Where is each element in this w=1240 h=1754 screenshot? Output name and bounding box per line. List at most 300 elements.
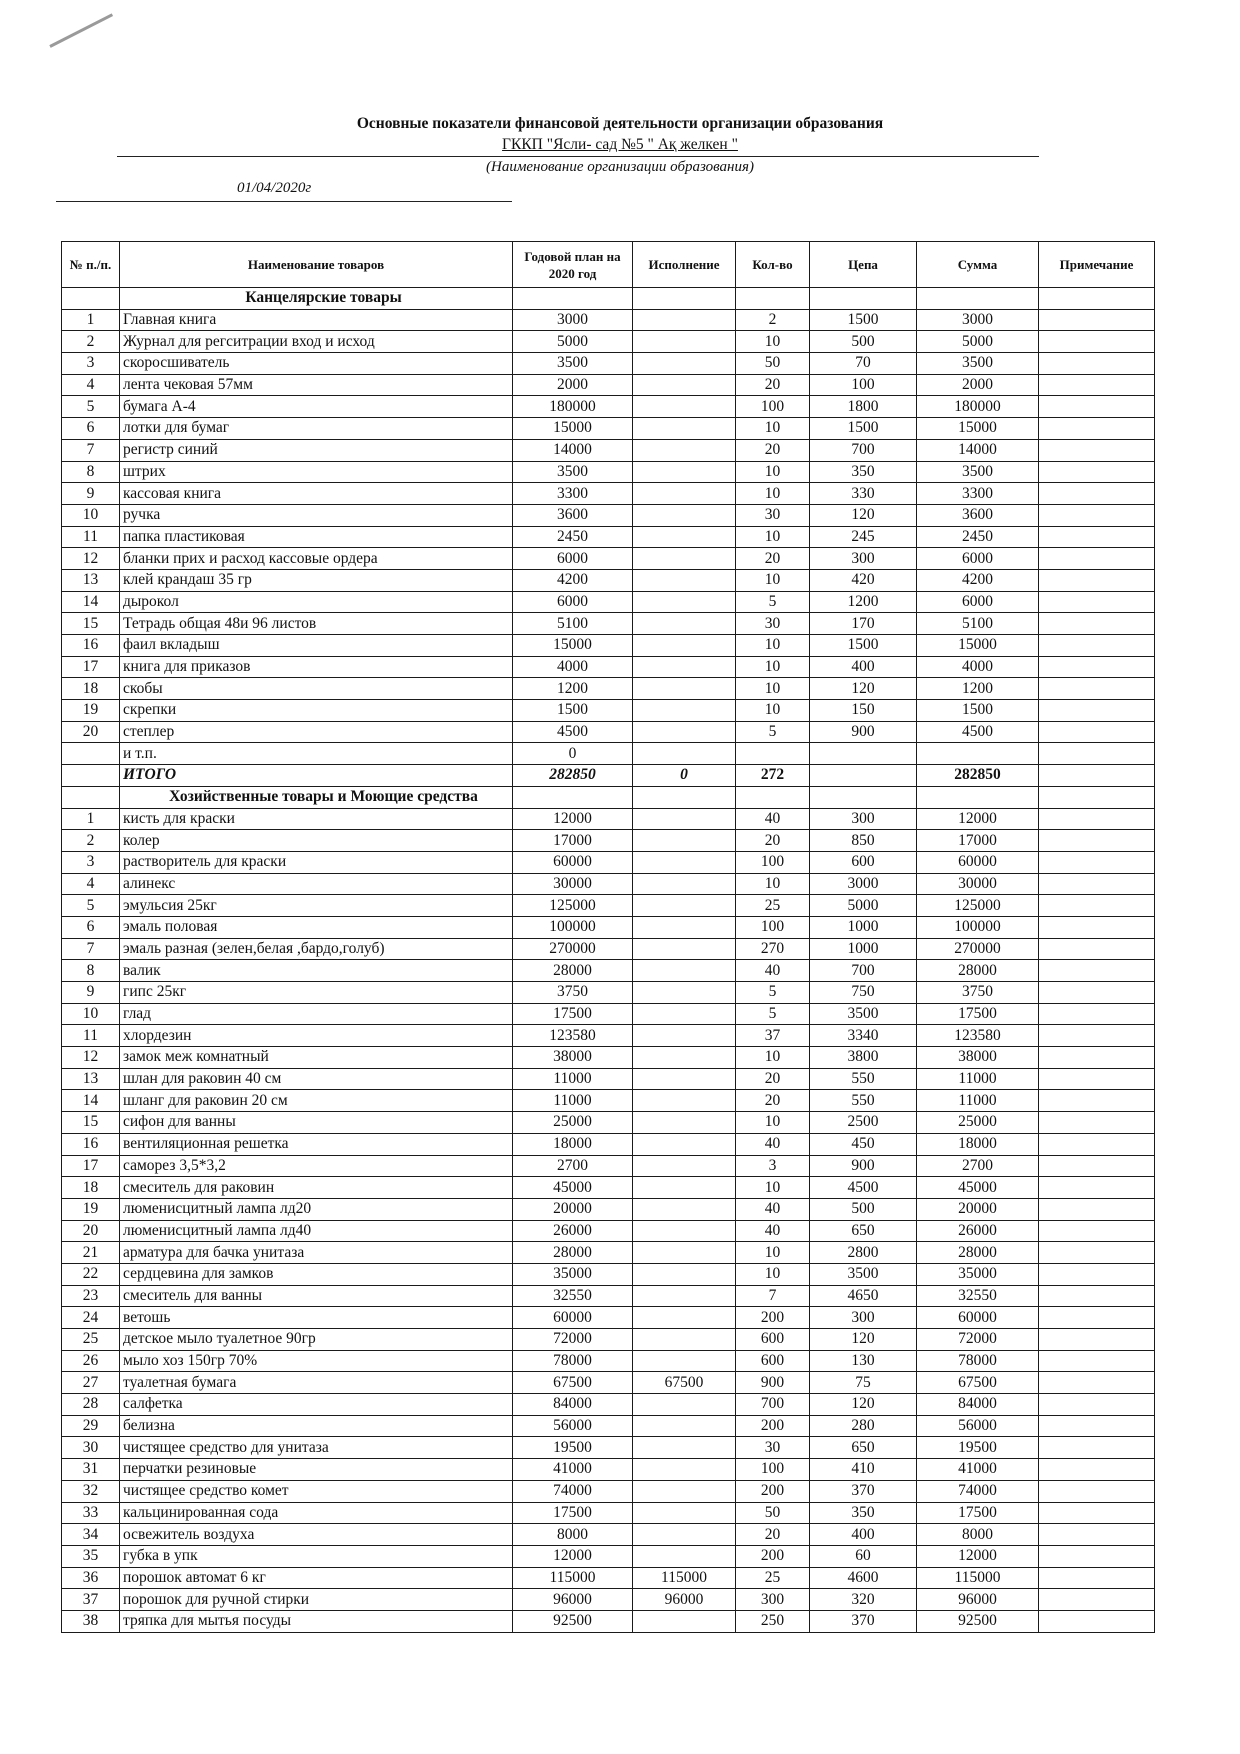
cell-name: лента чековая 57мм xyxy=(120,374,513,396)
cell-qty: 20 xyxy=(736,830,810,852)
cell-note xyxy=(1039,1610,1155,1632)
cell-qty: 100 xyxy=(736,396,810,418)
cell-name: кальцинированная сода xyxy=(120,1502,513,1524)
table-row xyxy=(62,483,1155,505)
table-row xyxy=(62,439,1155,461)
cell-no: 9 xyxy=(62,982,120,1004)
table-row xyxy=(62,700,1155,722)
table-row xyxy=(62,635,1155,657)
cell-no: 20 xyxy=(62,1220,120,1242)
cell-qty: 5 xyxy=(736,591,810,613)
cell-note xyxy=(1039,1133,1155,1155)
cell-price: 1000 xyxy=(810,916,917,938)
cell-name: бланки прих и расход кассовые ордера xyxy=(120,548,513,570)
cell-exec xyxy=(633,1047,736,1069)
cell-plan: 3500 xyxy=(513,461,633,483)
cell-price: 350 xyxy=(810,461,917,483)
cell-no: 13 xyxy=(62,569,120,591)
cell-plan: 17500 xyxy=(513,1003,633,1025)
cell-price: 650 xyxy=(810,1220,917,1242)
cell-qty: 37 xyxy=(736,1025,810,1047)
table-row xyxy=(62,1394,1155,1416)
cell-plan: 12000 xyxy=(513,1545,633,1567)
table-row xyxy=(62,938,1155,960)
cell-qty: 100 xyxy=(736,1459,810,1481)
cell-plan: 1200 xyxy=(513,678,633,700)
cell-plan: 14000 xyxy=(513,439,633,461)
cell-no: 29 xyxy=(62,1415,120,1437)
cell-no: 28 xyxy=(62,1394,120,1416)
cell-qty: 10 xyxy=(736,873,810,895)
cell-plan: 4000 xyxy=(513,656,633,678)
cell-exec xyxy=(633,1133,736,1155)
cell-plan: 125000 xyxy=(513,895,633,917)
cell-price xyxy=(810,743,917,765)
cell-plan: 2000 xyxy=(513,374,633,396)
cell-no: 16 xyxy=(62,1133,120,1155)
table-row xyxy=(62,1177,1155,1199)
cell-note xyxy=(1039,1437,1155,1459)
cell-name: валик xyxy=(120,960,513,982)
cell-exec xyxy=(633,635,736,657)
cell-qty: 10 xyxy=(736,526,810,548)
cell-name: смеситель для ванны xyxy=(120,1285,513,1307)
cell-qty: 7 xyxy=(736,1285,810,1307)
cell-name: и т.п. xyxy=(120,743,513,765)
cell-qty: 20 xyxy=(736,439,810,461)
cell-no: 12 xyxy=(62,548,120,570)
cell-note xyxy=(1039,851,1155,873)
cell-sum: 15000 xyxy=(917,418,1039,440)
col-header-plan: Годовой план на 2020 год xyxy=(513,242,633,288)
table-row xyxy=(62,960,1155,982)
cell-plan: 15000 xyxy=(513,635,633,657)
table-row xyxy=(62,656,1155,678)
cell-qty: 50 xyxy=(736,353,810,375)
cell-note xyxy=(1039,1480,1155,1502)
cell-no: 33 xyxy=(62,1502,120,1524)
cell-qty: 25 xyxy=(736,895,810,917)
table-row xyxy=(62,548,1155,570)
cell-no: 18 xyxy=(62,678,120,700)
cell-no: 19 xyxy=(62,700,120,722)
cell-no: 7 xyxy=(62,938,120,960)
cell-note xyxy=(1039,1242,1155,1264)
cell-name: ручка xyxy=(120,504,513,526)
cell-qty: 10 xyxy=(736,1177,810,1199)
cell-plan: 30000 xyxy=(513,873,633,895)
cell-price: 5000 xyxy=(810,895,917,917)
cell-note xyxy=(1039,1524,1155,1546)
cell-price: 1000 xyxy=(810,938,917,960)
cell-name: эмульсия 25кг xyxy=(120,895,513,917)
cell-note xyxy=(1039,1155,1155,1177)
cell-exec xyxy=(633,1177,736,1199)
cell-exec xyxy=(633,830,736,852)
cell-no: 25 xyxy=(62,1329,120,1351)
table-row xyxy=(62,418,1155,440)
cell-no: 26 xyxy=(62,1350,120,1372)
cell-price: 280 xyxy=(810,1415,917,1437)
cell-qty: 600 xyxy=(736,1329,810,1351)
cell-sum: 17500 xyxy=(917,1502,1039,1524)
cell-plan: 78000 xyxy=(513,1350,633,1372)
cell-note xyxy=(1039,569,1155,591)
table-row xyxy=(62,1610,1155,1632)
cell-no: 11 xyxy=(62,1025,120,1047)
cell-qty: 10 xyxy=(736,418,810,440)
cell-sum: 4500 xyxy=(917,721,1039,743)
cell-sum: 2000 xyxy=(917,374,1039,396)
table-row xyxy=(62,396,1155,418)
cell-note xyxy=(1039,309,1155,331)
cell-exec xyxy=(633,721,736,743)
cell-name: бумага А-4 xyxy=(120,396,513,418)
cell-price: 350 xyxy=(810,1502,917,1524)
cell-sum: 32550 xyxy=(917,1285,1039,1307)
cell-plan: 41000 xyxy=(513,1459,633,1481)
cell-no: 38 xyxy=(62,1610,120,1632)
cell-exec xyxy=(633,1198,736,1220)
cell-note xyxy=(1039,1047,1155,1069)
cell-plan: 15000 xyxy=(513,418,633,440)
cell-exec xyxy=(633,700,736,722)
empty-cell xyxy=(633,288,736,310)
cell-qty: 3 xyxy=(736,1155,810,1177)
cell-plan: 4500 xyxy=(513,721,633,743)
cell-no: 15 xyxy=(62,613,120,635)
total-row xyxy=(62,765,1155,787)
cell-plan: 60000 xyxy=(513,851,633,873)
cell-plan: 32550 xyxy=(513,1285,633,1307)
cell-exec xyxy=(633,678,736,700)
cell-note xyxy=(1039,1459,1155,1481)
cell-name: сердцевина для замков xyxy=(120,1263,513,1285)
cell-price: 60 xyxy=(810,1545,917,1567)
cell-exec xyxy=(633,873,736,895)
cell-exec xyxy=(633,1437,736,1459)
cell-note xyxy=(1039,461,1155,483)
table-row xyxy=(62,1545,1155,1567)
cell-note xyxy=(1039,1545,1155,1567)
cell-qty: 200 xyxy=(736,1480,810,1502)
cell-no: 36 xyxy=(62,1567,120,1589)
table-row xyxy=(62,873,1155,895)
cell-sum: 4200 xyxy=(917,569,1039,591)
cell-sum: 3750 xyxy=(917,982,1039,1004)
cell-price: 2500 xyxy=(810,1112,917,1134)
cell-exec xyxy=(633,1242,736,1264)
cell-exec xyxy=(633,938,736,960)
cell-exec: 115000 xyxy=(633,1567,736,1589)
table-row xyxy=(62,830,1155,852)
col-header-qty: Кол-во xyxy=(736,242,810,288)
table-row xyxy=(62,1459,1155,1481)
cell-note xyxy=(1039,1068,1155,1090)
cell-name: смеситель для раковин xyxy=(120,1177,513,1199)
cell-name: эмаль разная (зелен,белая ,бардо,голуб) xyxy=(120,938,513,960)
cell-price: 320 xyxy=(810,1589,917,1611)
cell-no: 6 xyxy=(62,916,120,938)
table-row xyxy=(62,461,1155,483)
cell-price: 1200 xyxy=(810,591,917,613)
cell-qty: 10 xyxy=(736,656,810,678)
cell-note xyxy=(1039,1372,1155,1394)
cell-no: 23 xyxy=(62,1285,120,1307)
cell-note xyxy=(1039,1329,1155,1351)
cell-exec xyxy=(633,504,736,526)
cell-price: 400 xyxy=(810,1524,917,1546)
cell-name: колер xyxy=(120,830,513,852)
cell-sum xyxy=(917,743,1039,765)
table-row xyxy=(62,808,1155,830)
cell-qty: 40 xyxy=(736,808,810,830)
cell-qty xyxy=(736,743,810,765)
cell-qty: 5 xyxy=(736,982,810,1004)
cell-price: 300 xyxy=(810,548,917,570)
cell-note xyxy=(1039,353,1155,375)
cell-sum: 17000 xyxy=(917,830,1039,852)
cell-exec xyxy=(633,569,736,591)
table-row xyxy=(62,1090,1155,1112)
cell-no: 3 xyxy=(62,353,120,375)
cell-price: 700 xyxy=(810,439,917,461)
cell-price: 330 xyxy=(810,483,917,505)
cell-no: 7 xyxy=(62,439,120,461)
section-no-cell xyxy=(62,288,120,310)
cell-no xyxy=(62,743,120,765)
cell-note xyxy=(1039,808,1155,830)
cell-no: 14 xyxy=(62,591,120,613)
cell-qty: 250 xyxy=(736,1610,810,1632)
table-row xyxy=(62,331,1155,353)
cell-exec xyxy=(633,960,736,982)
cell-note xyxy=(1039,1003,1155,1025)
cell-exec xyxy=(633,1220,736,1242)
cell-sum: 25000 xyxy=(917,1112,1039,1134)
cell-note xyxy=(1039,1025,1155,1047)
cell-name: глад xyxy=(120,1003,513,1025)
cell-qty: 10 xyxy=(736,331,810,353)
cell-no: 37 xyxy=(62,1589,120,1611)
cell-qty: 900 xyxy=(736,1372,810,1394)
table-row xyxy=(62,1350,1155,1372)
cell-price: 3500 xyxy=(810,1263,917,1285)
cell-exec xyxy=(633,396,736,418)
cell-price: 700 xyxy=(810,960,917,982)
cell-plan: 4200 xyxy=(513,569,633,591)
cell-no: 1 xyxy=(62,808,120,830)
cell-note xyxy=(1039,743,1155,765)
col-header-note: Примечание xyxy=(1039,242,1155,288)
cell-plan: 60000 xyxy=(513,1307,633,1329)
empty-cell xyxy=(917,786,1039,808)
table-row xyxy=(62,1003,1155,1025)
cell-name: хлордезин xyxy=(120,1025,513,1047)
cell-note xyxy=(1039,1263,1155,1285)
empty-cell xyxy=(633,786,736,808)
cell-name: детское мыло туалетное 90гр xyxy=(120,1329,513,1351)
cell-name: книга для приказов xyxy=(120,656,513,678)
organization-name: ГККП "Ясли- сад №5 " Ақ желкен " xyxy=(502,136,738,153)
cell-exec xyxy=(633,613,736,635)
cell-name: ветошь xyxy=(120,1307,513,1329)
table-row xyxy=(62,1415,1155,1437)
cell-plan: 180000 xyxy=(513,396,633,418)
cell-plan: 18000 xyxy=(513,1133,633,1155)
cell-price: 100 xyxy=(810,374,917,396)
cell-note xyxy=(1039,873,1155,895)
cell-sum: 38000 xyxy=(917,1047,1039,1069)
cell-plan: 11000 xyxy=(513,1068,633,1090)
section-no-cell xyxy=(62,786,120,808)
cell-qty: 300 xyxy=(736,1589,810,1611)
cell-note xyxy=(1039,830,1155,852)
cell-plan: 17000 xyxy=(513,830,633,852)
col-header-execution: Исполнение xyxy=(633,242,736,288)
cell-plan: 2700 xyxy=(513,1155,633,1177)
cell-note xyxy=(1039,721,1155,743)
table-row xyxy=(62,353,1155,375)
cell-price: 370 xyxy=(810,1480,917,1502)
cell-name: скрепки xyxy=(120,700,513,722)
table-row xyxy=(62,1242,1155,1264)
cell-no: 20 xyxy=(62,721,120,743)
cell-note xyxy=(1039,1350,1155,1372)
cell-exec xyxy=(633,309,736,331)
cell-exec xyxy=(633,1090,736,1112)
cell-no: 1 xyxy=(62,309,120,331)
cell-no: 13 xyxy=(62,1068,120,1090)
cell-qty: 270 xyxy=(736,938,810,960)
cell-exec xyxy=(633,656,736,678)
cell-no: 9 xyxy=(62,483,120,505)
cell-no: 15 xyxy=(62,1112,120,1134)
cell-note xyxy=(1039,591,1155,613)
cell-sum: 12000 xyxy=(917,1545,1039,1567)
cell-qty: 100 xyxy=(736,916,810,938)
cell-qty: 30 xyxy=(736,504,810,526)
cell-price: 750 xyxy=(810,982,917,1004)
cell-note xyxy=(1039,1090,1155,1112)
cell-no: 16 xyxy=(62,635,120,657)
cell-price: 3000 xyxy=(810,873,917,895)
cell-price: 70 xyxy=(810,353,917,375)
cell-qty: 10 xyxy=(736,635,810,657)
table-row xyxy=(62,895,1155,917)
cell-sum: 96000 xyxy=(917,1589,1039,1611)
empty-cell xyxy=(917,288,1039,310)
empty-cell xyxy=(1039,288,1155,310)
cell-sum: 60000 xyxy=(917,851,1039,873)
cell-name: растворитель для краски xyxy=(120,851,513,873)
cell-exec xyxy=(633,1350,736,1372)
cell-exec: 96000 xyxy=(633,1589,736,1611)
cell-qty: 700 xyxy=(736,1394,810,1416)
cell-name: кисть для краски xyxy=(120,808,513,830)
cell-exec xyxy=(633,916,736,938)
table-row xyxy=(62,1263,1155,1285)
cell-name: скоросшиватель xyxy=(120,353,513,375)
total-no-cell xyxy=(62,765,120,787)
cell-exec xyxy=(633,982,736,1004)
table-row xyxy=(62,1133,1155,1155)
cell-qty: 200 xyxy=(736,1307,810,1329)
cell-price: 450 xyxy=(810,1133,917,1155)
table-row xyxy=(62,613,1155,635)
cell-sum: 17500 xyxy=(917,1003,1039,1025)
table-row xyxy=(62,1589,1155,1611)
cell-name: Главная книга xyxy=(120,309,513,331)
cell-name: Тетрадь общая 48и 96 листов xyxy=(120,613,513,635)
cell-price: 900 xyxy=(810,1155,917,1177)
cell-exec xyxy=(633,1155,736,1177)
cell-sum: 125000 xyxy=(917,895,1039,917)
cell-plan: 35000 xyxy=(513,1263,633,1285)
section-title: Хозийственные товары и Моющие средства xyxy=(120,786,513,808)
cell-note xyxy=(1039,1198,1155,1220)
cell-sum: 28000 xyxy=(917,960,1039,982)
cell-plan: 123580 xyxy=(513,1025,633,1047)
table-row xyxy=(62,721,1155,743)
cell-sum: 100000 xyxy=(917,916,1039,938)
cell-qty: 20 xyxy=(736,1524,810,1546)
cell-plan: 96000 xyxy=(513,1589,633,1611)
table-row xyxy=(62,569,1155,591)
cell-exec xyxy=(633,1307,736,1329)
cell-name: порошок для ручной стирки xyxy=(120,1589,513,1611)
cell-sum: 72000 xyxy=(917,1329,1039,1351)
cell-exec xyxy=(633,1480,736,1502)
section-header-row xyxy=(62,786,1155,808)
cell-plan: 3300 xyxy=(513,483,633,505)
cell-name: штрих xyxy=(120,461,513,483)
cell-sum: 84000 xyxy=(917,1394,1039,1416)
cell-exec xyxy=(633,1329,736,1351)
col-header-sum: Сумма xyxy=(917,242,1039,288)
cell-exec xyxy=(633,548,736,570)
cell-plan: 38000 xyxy=(513,1047,633,1069)
cell-note xyxy=(1039,700,1155,722)
cell-note xyxy=(1039,635,1155,657)
cell-price: 4650 xyxy=(810,1285,917,1307)
cell-note xyxy=(1039,656,1155,678)
cell-no: 19 xyxy=(62,1198,120,1220)
cell-note xyxy=(1039,418,1155,440)
cell-name: мыло хоз 150гр 70% xyxy=(120,1350,513,1372)
cell-sum: 56000 xyxy=(917,1415,1039,1437)
cell-no: 35 xyxy=(62,1545,120,1567)
table-row xyxy=(62,1372,1155,1394)
cell-price: 245 xyxy=(810,526,917,548)
cell-sum: 12000 xyxy=(917,808,1039,830)
cell-sum: 1500 xyxy=(917,700,1039,722)
table-row xyxy=(62,1047,1155,1069)
table-row xyxy=(62,1068,1155,1090)
cell-qty: 100 xyxy=(736,851,810,873)
empty-cell xyxy=(736,786,810,808)
cell-no: 22 xyxy=(62,1263,120,1285)
cell-qty: 2 xyxy=(736,309,810,331)
cell-exec xyxy=(633,353,736,375)
cell-qty: 200 xyxy=(736,1545,810,1567)
table-row xyxy=(62,1329,1155,1351)
table-row xyxy=(62,1198,1155,1220)
table-row xyxy=(62,916,1155,938)
cell-plan: 72000 xyxy=(513,1329,633,1351)
table-row xyxy=(62,504,1155,526)
cell-qty: 30 xyxy=(736,1437,810,1459)
